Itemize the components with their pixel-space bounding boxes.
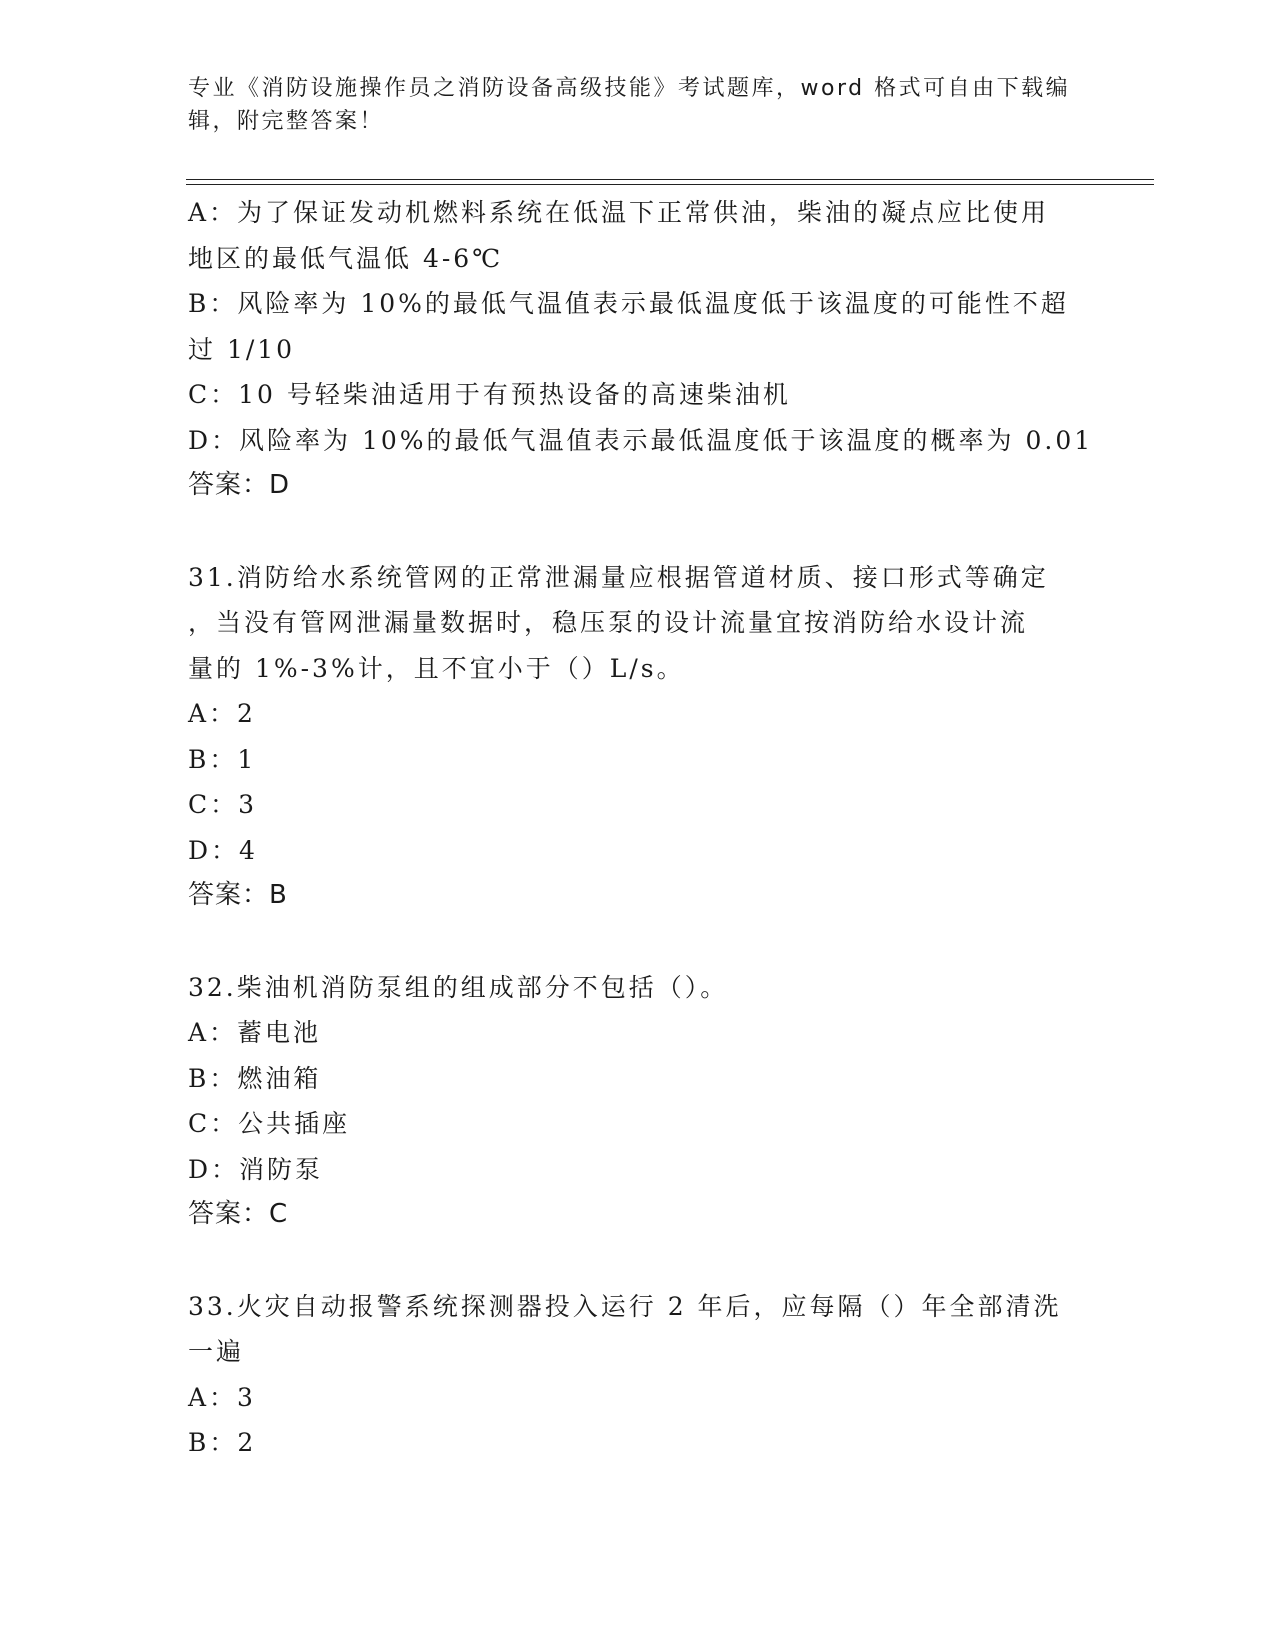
option-b-line-2: 过 1/10 <box>188 334 296 364</box>
option-a-line-1: A：为了保证发动机燃料系统在低温下正常供油，柴油的凝点应比使用 <box>188 198 1050 227</box>
option-c: C：公共插座 <box>188 1109 351 1138</box>
answer: 答案：B <box>188 880 288 910</box>
header-line-1: 专业《消防设施操作员之消防设备高级技能》考试题库，word 格式可自由下载编 <box>188 76 1071 101</box>
option-b: B：燃油箱 <box>188 1063 322 1093</box>
option-c: C：10 号轻柴油适用于有预热设备的高速柴油机 <box>188 380 791 409</box>
question-33 <box>188 1284 1078 1466</box>
question-text-line: 32.柴油机消防泵组的组成部分不包括（）。 <box>188 972 729 1002</box>
option-c: C：3 <box>188 790 258 819</box>
document-header <box>188 72 1078 138</box>
option-b-line-1: B：风险率为 10%的最低气温值表示最低温度低于该温度的可能性不超 <box>188 289 1069 318</box>
option-b: B：2 <box>188 1428 257 1457</box>
option-b: B：1 <box>188 744 257 774</box>
option-d: D：消防泵 <box>188 1154 324 1184</box>
question-32 <box>188 965 1078 1238</box>
header-line-2: 辑，附完整答案！ <box>188 109 385 134</box>
document-body <box>188 190 1094 1466</box>
option-a-line-2: 地区的最低气温低 4-6℃ <box>188 243 504 273</box>
header-divider-bottom <box>186 184 1154 185</box>
question-text-line: 一遍 <box>188 1337 245 1366</box>
header-divider-top <box>186 179 1154 180</box>
prev-question-block <box>188 190 1094 509</box>
question-text-line: 33.火灾自动报警系统探测器投入运行 2 年后，应每隔（）年全部清洗 <box>188 1291 1062 1321</box>
option-a: A：2 <box>188 699 256 728</box>
option-d: D：风险率为 10%的最低气温值表示最低温度低于该温度的概率为 0.01 <box>188 425 1094 455</box>
answer: 答案：C <box>188 1199 289 1229</box>
option-a: A：3 <box>188 1382 256 1412</box>
question-text-line: 量的 1%-3%计，且不宜小于（）L/s。 <box>188 653 685 683</box>
option-d: D：4 <box>188 835 258 865</box>
option-a: A：蓄电池 <box>188 1018 322 1047</box>
answer: 答案：D <box>188 470 291 500</box>
question-text-line: 31.消防给水系统管网的正常泄漏量应根据管道材质、接口形式等确定 <box>188 562 1049 592</box>
question-text-line: ，当没有管网泄漏量数据时，稳压泵的设计流量宜按消防给水设计流 <box>188 608 1029 637</box>
question-31 <box>188 555 1078 919</box>
